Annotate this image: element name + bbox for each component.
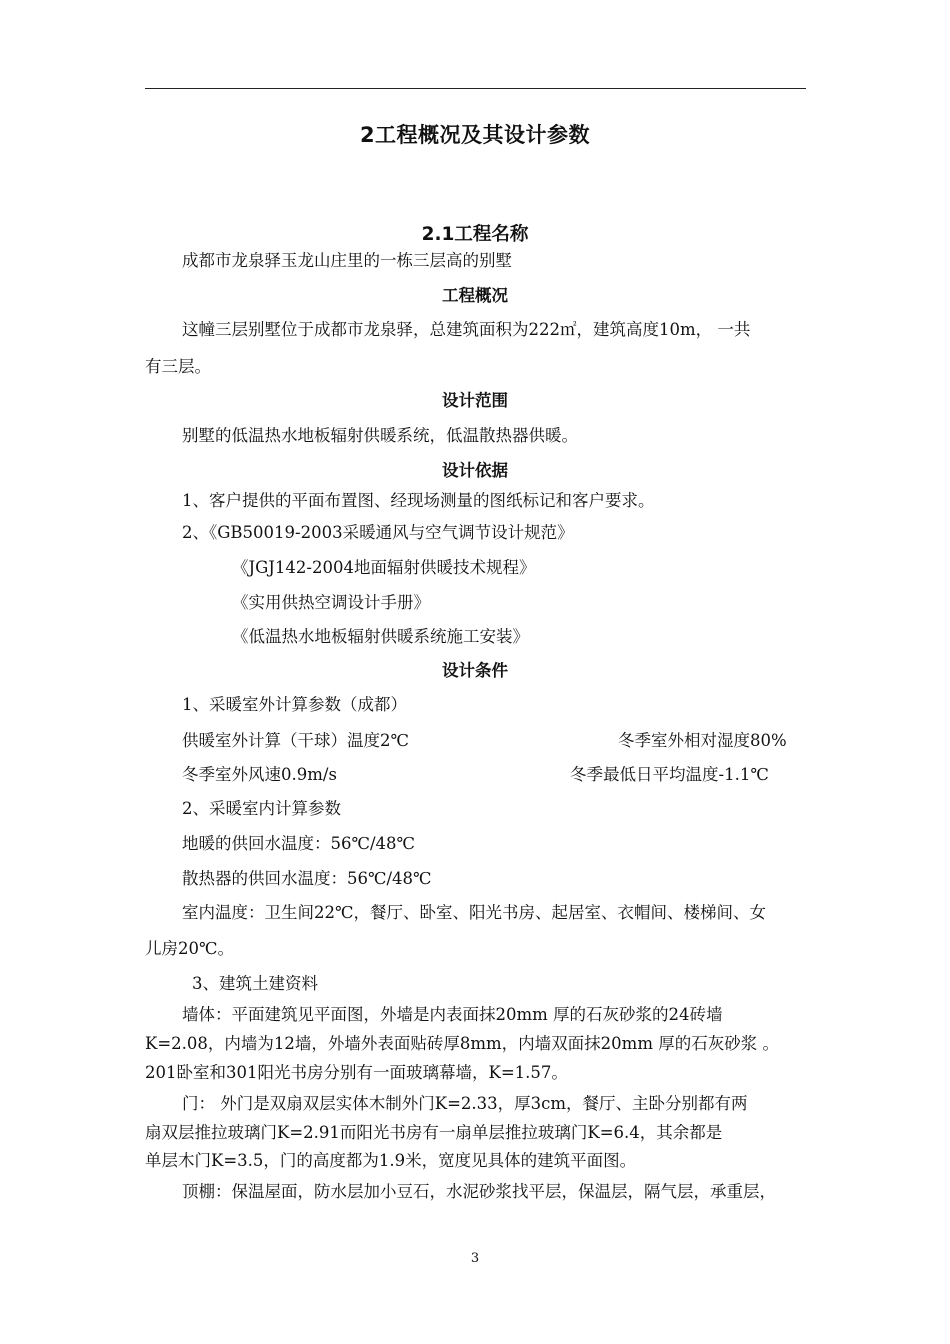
overview-heading: 工程概况 [442, 286, 508, 305]
outdoor-params-title: 1、采暖室外计算参数（成都） [182, 695, 407, 714]
basis-heading: 设计依据 [442, 461, 508, 480]
overview-line-2: 有三层。 [145, 357, 211, 376]
door-line-2: 扇双层推拉玻璃门K=2.91而阳光书房有一扇单层推拉玻璃门K=6.4，其余都是 [145, 1123, 723, 1142]
header-rule [145, 88, 806, 89]
min-daily-average-temperature: 冬季最低日平均温度-1.1℃ [570, 765, 769, 784]
door-line-1: 门： 外门是双扇双层实体木制外门K=2.33，厚3cm，餐厅、主卧分别都有两 [182, 1094, 748, 1113]
wall-line-1: 墙体：平面建筑见平面图，外墙是内表面抹20mm 厚的石灰砂浆的24砖墙 [182, 1005, 723, 1024]
section-title: 2.1工程名称 [421, 224, 529, 245]
door-line-3: 单层木门K=3.5，门的高度都为1.9米，宽度见具体的建筑平面图。 [145, 1151, 637, 1170]
basis-item-1: 1、客户提供的平面布置图、经现场测量的图纸标记和客户要求。 [182, 491, 655, 510]
indoor-params-title: 2、采暖室内计算参数 [182, 799, 341, 818]
wall-line-2: K=2.08，内墙为12墙，外墙外表面贴砖厚8mm，内墙双面抹20mm 厚的石灰砂浆 。 [145, 1034, 779, 1053]
ceiling-line-1: 顶棚：保温屋面，防水层加小豆石，水泥砂浆找平层，保温层，隔气层，承重层， [182, 1182, 776, 1201]
indoor-temperature-line-2: 儿房20℃。 [145, 939, 234, 958]
wall-line-3: 201卧室和301阳光书房分别有一面玻璃幕墙，K=1.57。 [145, 1063, 568, 1082]
scope-text: 别墅的低温热水地板辐射供暖系统，低温散热器供暖。 [182, 426, 578, 445]
outdoor-temperature: 供暖室外计算（干球）温度2℃ [182, 731, 409, 750]
outdoor-humidity: 冬季室外相对湿度80% [618, 731, 787, 750]
chapter-title: 2工程概况及其设计参数 [359, 123, 591, 147]
basis-item-2: 2、《GB50019-2003采暖通风与空气调节设计规范》 [182, 523, 574, 542]
building-data-title: 3、建筑土建资料 [192, 974, 318, 993]
project-name: 成都市龙泉驿玉龙山庄里的一栋三层高的别墅 [182, 251, 512, 270]
basis-item-4: 《实用供热空调设计手册》 [232, 593, 430, 612]
basis-item-3: 《JGJ142-2004地面辐射供暖技术规程》 [232, 558, 536, 577]
overview-line-1: 这幢三层别墅位于成都市龙泉驿，总建筑面积为222㎡，建筑高度10m， 一共 [182, 320, 751, 339]
indoor-temperature-line-1: 室内温度：卫生间22℃，餐厅、卧室、阳光书房、起居室、衣帽间、楼梯间、女 [182, 903, 766, 922]
conditions-heading: 设计条件 [442, 661, 508, 680]
wind-speed: 冬季室外风速0.9m/s [182, 765, 337, 784]
basis-item-5: 《低温热水地板辐射供暖系统施工安装》 [232, 627, 529, 646]
scope-heading: 设计范围 [442, 391, 508, 410]
floor-heating-water-temperature: 地暖的供回水温度：56℃/48℃ [182, 834, 415, 853]
radiator-water-temperature: 散热器的供回水温度：56℃/48℃ [182, 869, 432, 888]
page-number: 3 [470, 1251, 480, 1266]
